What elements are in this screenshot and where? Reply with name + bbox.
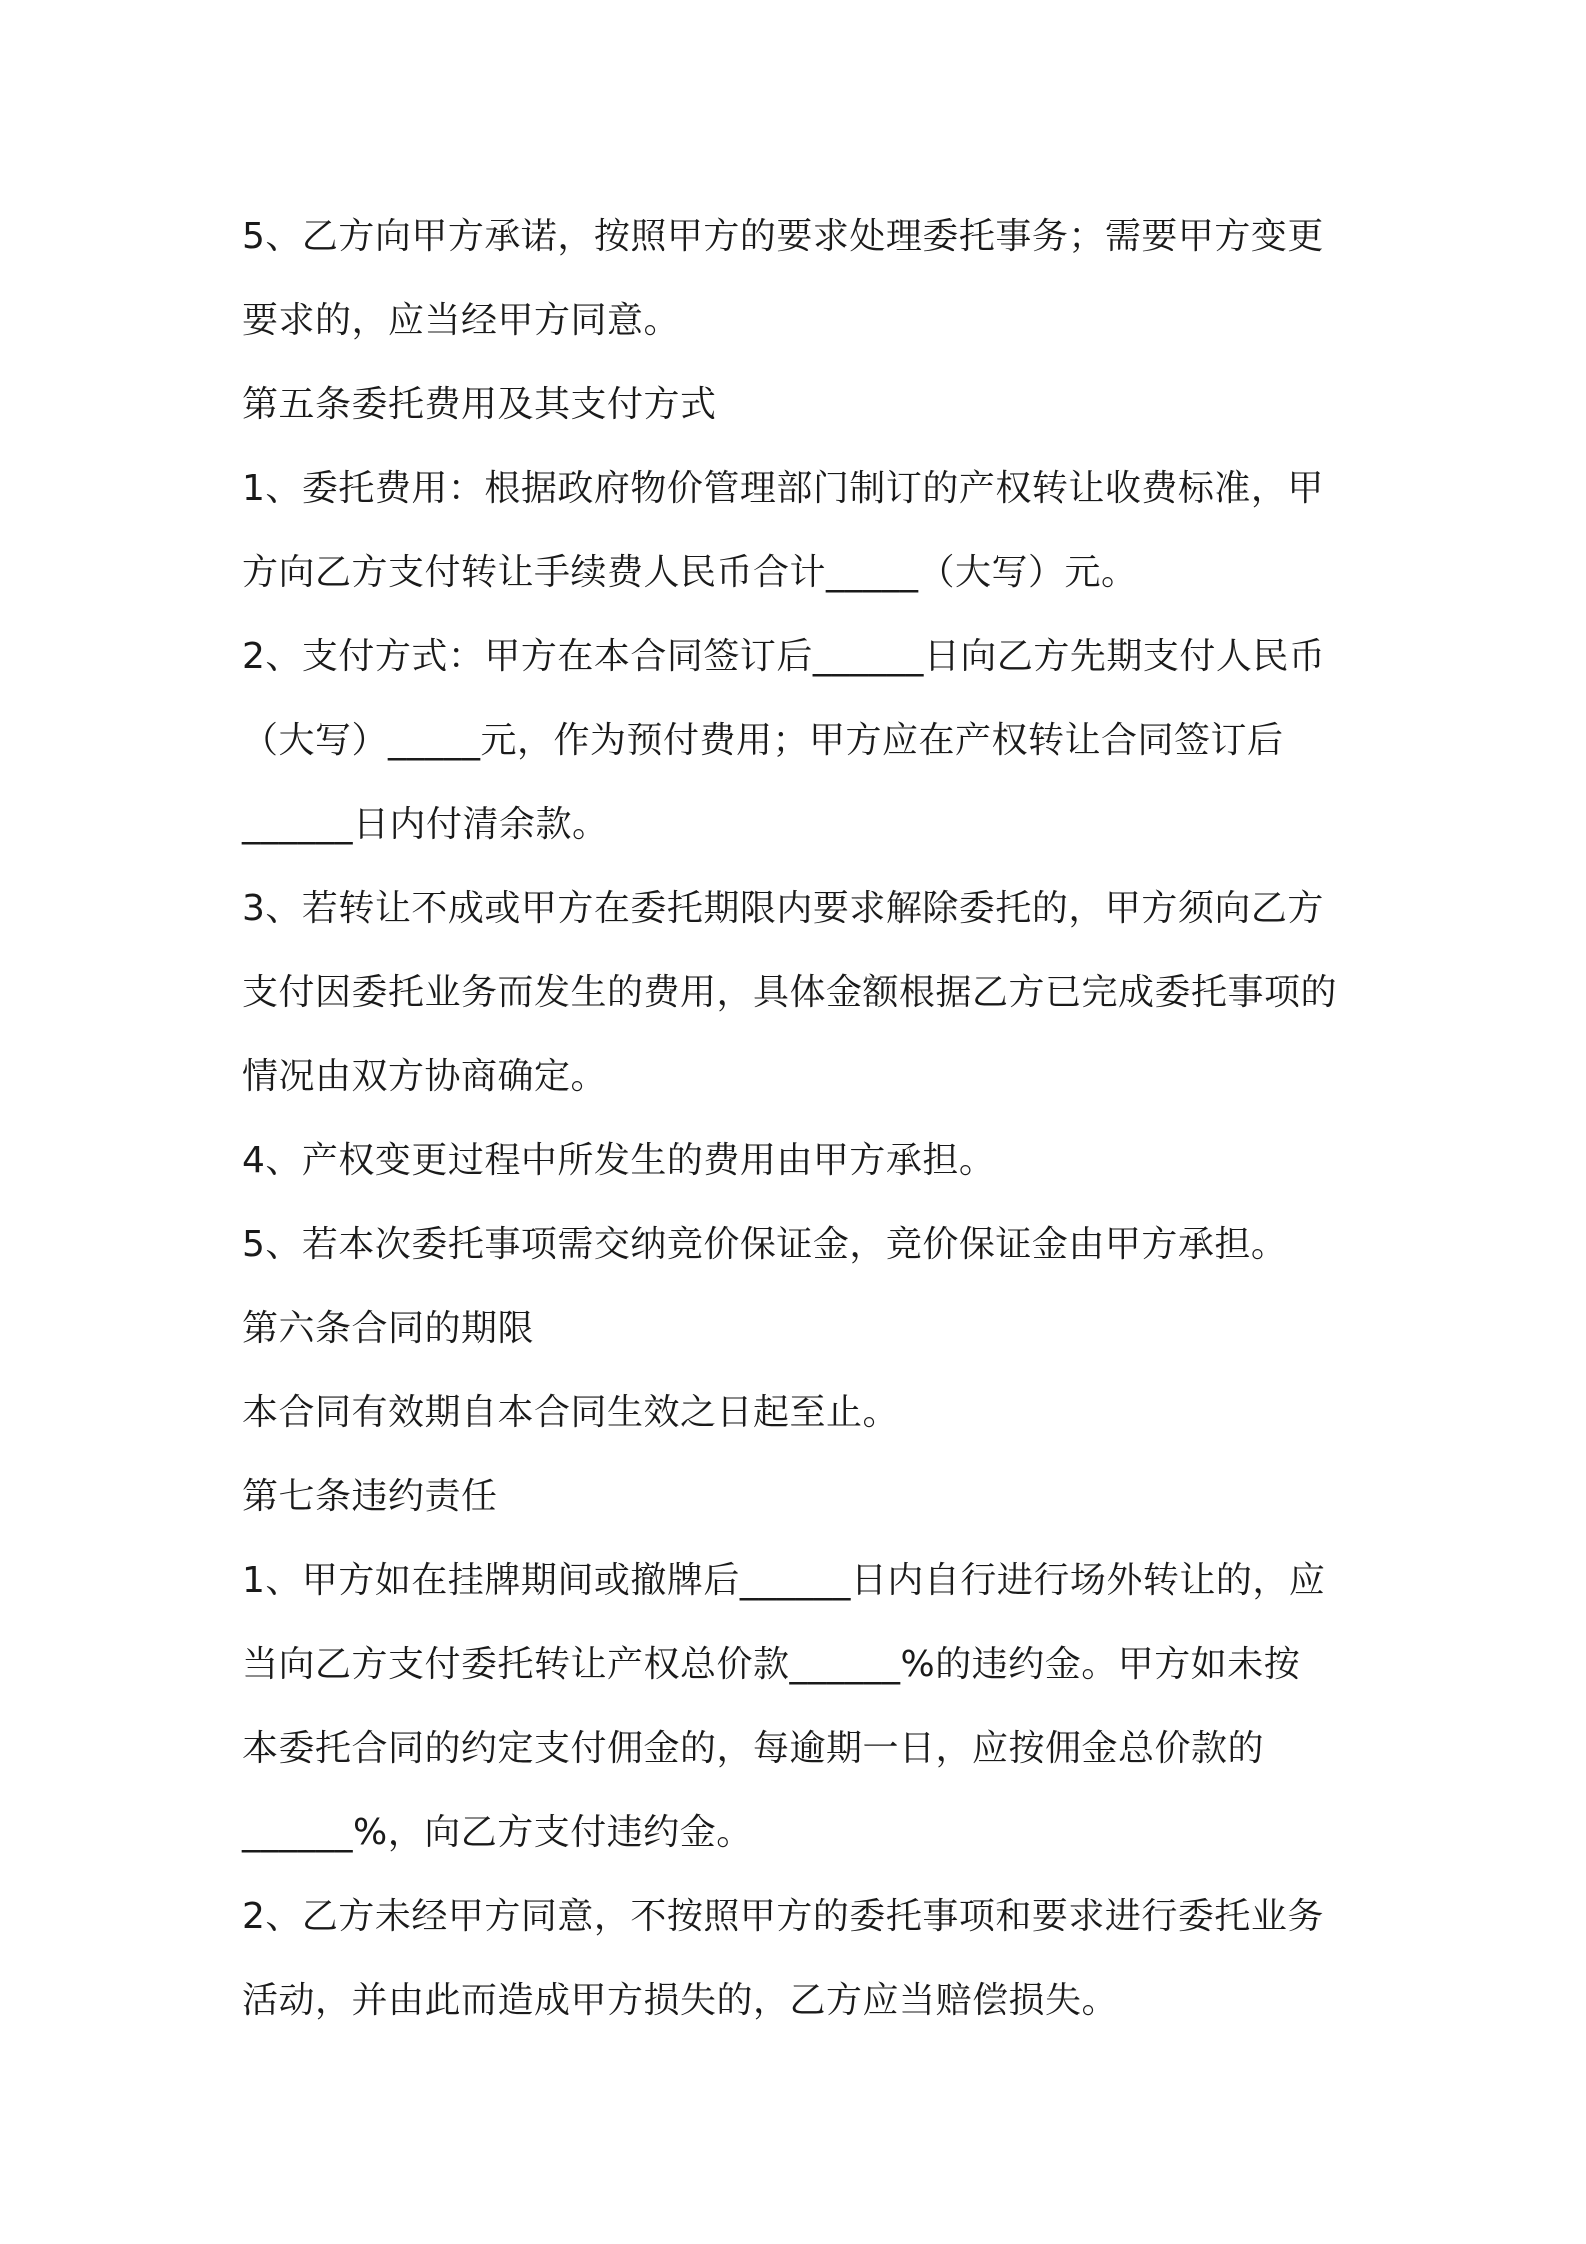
text-line: 本委托合同的约定支付佣金的，每逾期一日，应按佣金总价款的 [242, 1728, 1265, 1769]
section-heading: 第六条合同的期限 [242, 1308, 535, 1349]
text-line: 2、支付方式：甲方在本合同签订后______日向乙方先期支付人民币 [242, 636, 1326, 677]
text-line: 当向乙方支付委托转让产权总价款______%的违约金。甲方如未按 [242, 1644, 1301, 1685]
document-body [242, 195, 1352, 2043]
text-line: ______%，向乙方支付违约金。 [242, 1812, 753, 1853]
text-line: 5、乙方向甲方承诺，按照甲方的要求处理委托事务；需要甲方变更 [242, 216, 1324, 257]
text-line: 情况由双方协商确定。 [242, 1056, 608, 1097]
text-line: 支付因委托业务而发生的费用，具体金额根据乙方已完成委托事项的 [242, 972, 1338, 1013]
text-line: 4、产权变更过程中所发生的费用由甲方承担。 [242, 1140, 996, 1181]
text-line: 1、甲方如在挂牌期间或撤牌后______日内自行进行场外转让的，应 [242, 1560, 1326, 1601]
text-line: 2、乙方未经甲方同意，不按照甲方的委托事项和要求进行委托业务 [242, 1896, 1324, 1937]
text-line: 1、委托费用：根据政府物价管理部门制订的产权转让收费标准，甲 [242, 468, 1324, 509]
text-line: 本合同有效期自本合同生效之日起至止。 [242, 1392, 900, 1433]
text-line: （大写）_____元，作为预付费用；甲方应在产权转让合同签订后 [242, 720, 1284, 761]
text-line: 活动，并由此而造成甲方损失的，乙方应当赔偿损失。 [242, 1980, 1119, 2021]
section-heading: 第五条委托费用及其支付方式 [242, 384, 717, 425]
text-line: 5、若本次委托事项需交纳竞价保证金，竞价保证金由甲方承担。 [242, 1224, 1288, 1265]
text-line: ______日内付清余款。 [242, 804, 609, 845]
text-line: 要求的，应当经甲方同意。 [242, 300, 681, 341]
text-line: 方向乙方支付转让手续费人民币合计_____（大写）元。 [242, 552, 1138, 593]
text-line: 3、若转让不成或甲方在委托期限内要求解除委托的，甲方须向乙方 [242, 888, 1324, 929]
section-heading: 第七条违约责任 [242, 1476, 498, 1517]
